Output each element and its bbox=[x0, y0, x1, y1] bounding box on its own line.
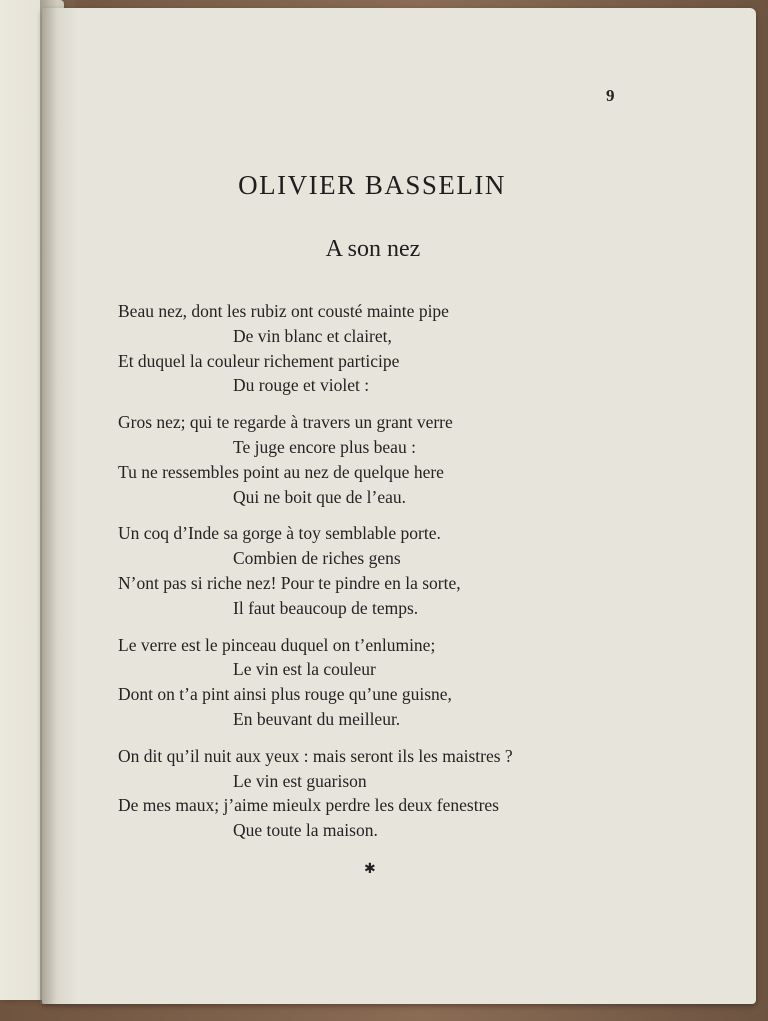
stanza bbox=[118, 521, 718, 620]
poem-line: Un coq d’Inde sa gorge à toy semblable porte. bbox=[118, 523, 441, 544]
poem-line: Dont on t’a pint ainsi plus rouge qu’une guisne, bbox=[118, 684, 452, 705]
poem-body bbox=[118, 299, 718, 855]
poem-line: Qui ne boit que de l’eau. bbox=[233, 486, 407, 507]
poem-line: En beuvant du meilleur. bbox=[233, 708, 401, 729]
poem-line: Te juge encore plus beau : bbox=[233, 436, 416, 457]
poem-line: Il faut beaucoup de temps. bbox=[233, 597, 419, 618]
stanza bbox=[118, 744, 718, 843]
poem-line: Que toute la maison. bbox=[233, 820, 378, 841]
stanza bbox=[118, 299, 718, 398]
poem-line: Tu ne ressembles point au nez de quelque here bbox=[118, 461, 444, 482]
poem-title: A son nez bbox=[325, 236, 421, 262]
poem-line: Le verre est le pinceau duquel on t’enlumine; bbox=[118, 634, 436, 655]
right-page bbox=[42, 8, 756, 1004]
poem-line: De vin blanc et clairet, bbox=[233, 325, 392, 346]
poem-line: Et duquel la couleur richement participe bbox=[118, 350, 400, 371]
stanza bbox=[118, 410, 718, 509]
ornament-asterisk: ✱ bbox=[364, 861, 376, 877]
poem-line: Combien de riches gens bbox=[233, 548, 401, 569]
poem-line: On dit qu’il nuit aux yeux : mais seront ils les maistres ? bbox=[118, 745, 513, 766]
poem-line: Le vin est la couleur bbox=[233, 659, 376, 680]
poem-line: Le vin est guarison bbox=[233, 770, 367, 791]
poem-line: Gros nez; qui te regarde à travers un grant verre bbox=[118, 412, 453, 433]
stanza bbox=[118, 633, 718, 732]
poem-line: N’ont pas si riche nez! Pour te pindre en la sorte, bbox=[118, 572, 461, 593]
poem-line: Du rouge et violet : bbox=[233, 375, 370, 396]
page-number: 9 bbox=[606, 86, 615, 105]
author-heading: OLIVIER BASSELIN bbox=[238, 170, 506, 200]
poem-line: Beau nez, dont les rubiz ont cousté mainte pipe bbox=[118, 301, 449, 321]
poem-line: De mes maux; j’aime mieulx perdre les deux fenestres bbox=[118, 795, 499, 816]
